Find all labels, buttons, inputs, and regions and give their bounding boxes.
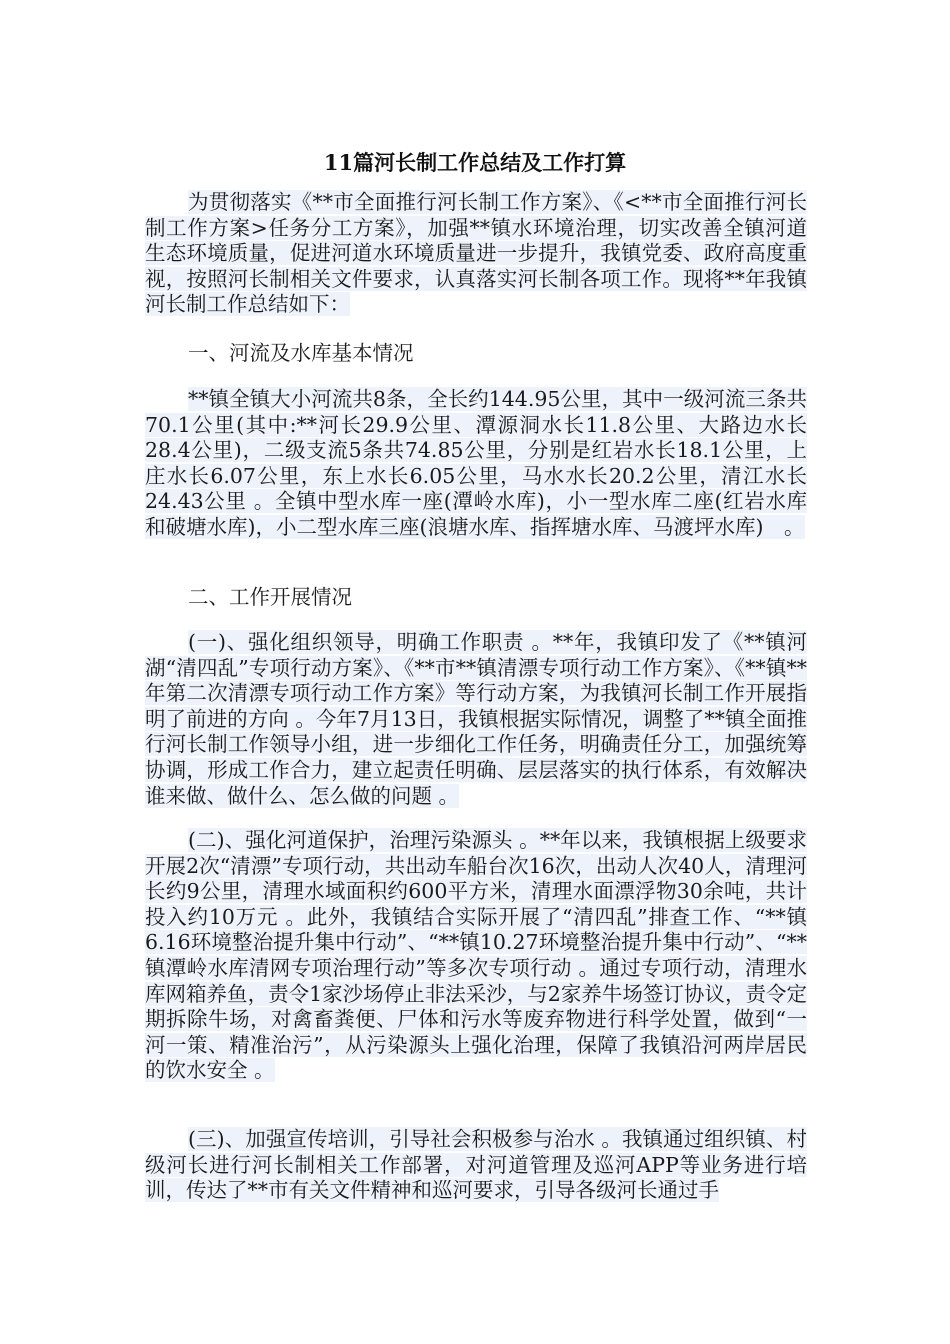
work-item-1-paragraph xyxy=(145,630,807,809)
work-item-2-text: (二)、强化河道保护，治理污染源头 。**年以来，我镇根据上级要求开展2次“清漂”专项行动，共出动车船台次16次，出动人次40人，清理河长约9公里，清理水域面积约600平方米，清理水面漂浮物30余吨，共计投入约10万元 。此外，我镇结合实际开展了“清四乱”排查工作、“**镇6.16环境整治提升集中行动”、“**镇10.27环境整治提升集中行动”、“**镇潭岭水库清网专项治理行动”等多次专项行动 。通过专项行动，清理水库网箱养鱼，责令1家沙场停止非法采沙，与2家养牛场签订协议，责令定期拆除牛场，对禽畜粪便、尸体和污水等废弃物进行科学处置，做到“一河一策、精准治污”，从污染源头上强化治理，保障了我镇沿河两岸居民的饮水安全 。 xyxy=(145,828,807,1083)
section-heading-2: 二、工作开展情况 xyxy=(188,585,352,609)
section-heading-1: 一、河流及水库基本情况 xyxy=(188,341,414,365)
section-1-paragraph xyxy=(145,387,807,541)
section-1-text: **镇全镇大小河流共8条，全长约144.95公里，其中一级河流三条共70.1公里(其中:**河长29.9公里、潭源洞水长11.8公里、大路边水长28.4公里)，二级支流5条共74.85公里，分别是红岩水长18.1公里，上庄水长6.07公里，东上水长6.05公里，马水水长20.2公里，清江水长24.43公里 。全镇中型水库一座(潭岭水库)，小一型水库二座(红岩水库和破塘水库)，小二型水库三座(浪塘水库、指挥塘水库、马渡坪水库) 。 xyxy=(145,387,807,539)
intro-text: 为贯彻落实《**市全面推行河长制工作方案》、《<**市全面推行河长制工作方案>任务分工方案》，加强**镇水环境治理，切实改善全镇河道生态环境质量，促进河道水环境质量进一步提升，我镇党委、政府高度重视，按照河长制相关文件要求，认真落实河长制各项工作。现将**年我镇河长制工作总结如下： xyxy=(145,190,807,317)
intro-paragraph xyxy=(145,190,807,318)
work-item-1-text: (一)、强化组织领导，明确工作职责 。**年，我镇印发了《**镇河湖“清四乱”专项行动方案》、《**市**镇清漂专项行动工作方案》、《**镇**年第二次清漂专项行动工作方案》等行动方案，为我镇河长制工作开展指明了前进的方向 。今年7月13日，我镇根据实际情况，调整了**镇全面推行河长制工作领导小组，进一步细化工作任务，明确责任分工，加强统筹协调，形成工作合力，建立起责任明确、层层落实的执行体系，有效解决谁来做、做什么、怎么做的问题 。 xyxy=(145,630,807,808)
document-title: 11篇河长制工作总结及工作打算 xyxy=(323,150,627,175)
work-item-3-paragraph xyxy=(145,1127,807,1204)
work-item-3-text: (三)、加强宣传培训，引导社会积极参与治水 。我镇通过组织镇、村级河长进行河长制相关工作部署，对河道管理及巡河APP等业务进行培训，传达了**市有关文件精神和巡河要求，引导各级河长通过手 xyxy=(145,1127,807,1203)
work-item-2-paragraph xyxy=(145,828,807,1084)
